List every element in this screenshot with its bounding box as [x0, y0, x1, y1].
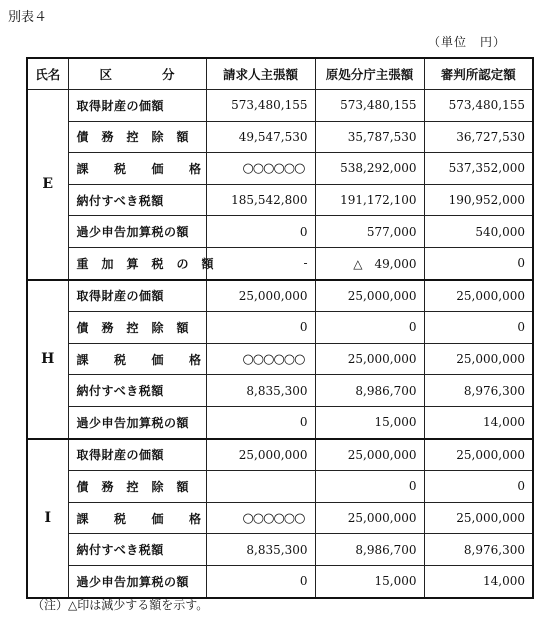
category-cell: 課 税 価 格: [68, 502, 206, 534]
table-row: [27, 153, 533, 185]
tribunal-amount: 0: [424, 312, 533, 344]
claimant-amount: 0: [206, 312, 315, 344]
category-cell: 納付すべき税額: [68, 375, 206, 407]
agency-amount: 577,000: [315, 216, 424, 248]
claimant-amount: -: [206, 247, 315, 279]
category-cell: 過少申告加算税の額: [68, 565, 206, 597]
agency-amount: △ 49,000: [315, 247, 424, 279]
tribunal-amount: 36,727,530: [424, 121, 533, 153]
agency-amount: 15,000: [315, 406, 424, 438]
agency-amount: 538,292,000: [315, 153, 424, 185]
table-row: [27, 565, 533, 597]
tribunal-amount: 25,000,000: [424, 343, 533, 375]
claimant-amount: 8,835,300: [206, 534, 315, 566]
tribunal-amount: 8,976,300: [424, 534, 533, 566]
agency-amount: 191,172,100: [315, 184, 424, 216]
tribunal-amount: 190,952,000: [424, 184, 533, 216]
agency-amount: 25,000,000: [315, 439, 424, 471]
unit-label: （単位 円）: [428, 35, 507, 49]
tribunal-amount: 25,000,000: [424, 502, 533, 534]
claimant-amount: ○○○○○○: [206, 502, 315, 534]
agency-amount: 35,787,530: [315, 121, 424, 153]
table-body: [27, 90, 533, 598]
claimant-amount: [206, 471, 315, 503]
header-agency: 原処分庁主張額: [315, 58, 424, 90]
tribunal-amount: 14,000: [424, 406, 533, 438]
header-tribunal: 審判所認定額: [424, 58, 533, 90]
category-cell: 取得財産の価額: [68, 280, 206, 312]
table-row: [27, 375, 533, 407]
table-row: [27, 90, 533, 122]
category-cell: 取得財産の価額: [68, 439, 206, 471]
tribunal-amount: 0: [424, 247, 533, 279]
tribunal-amount: 25,000,000: [424, 280, 533, 312]
claimant-amount: 573,480,155: [206, 90, 315, 122]
agency-amount: 25,000,000: [315, 343, 424, 375]
header-name: 氏名: [27, 58, 68, 90]
category-cell: 納付すべき税額: [68, 184, 206, 216]
table-row: [27, 534, 533, 566]
category-cell: 過少申告加算税の額: [68, 216, 206, 248]
table-row: [27, 439, 533, 471]
tribunal-amount: 8,976,300: [424, 375, 533, 407]
category-cell: 債 務 控 除 額: [68, 312, 206, 344]
header-category: 区 分: [68, 58, 206, 90]
tribunal-amount: 25,000,000: [424, 439, 533, 471]
tax-amount-table: [26, 57, 534, 599]
agency-amount: 8,986,700: [315, 534, 424, 566]
claimant-amount: ○○○○○○: [206, 153, 315, 185]
claimant-amount: 0: [206, 565, 315, 597]
taxpayer-name: E: [27, 90, 68, 280]
category-cell: 重 加 算 税 の 額: [68, 247, 206, 279]
tribunal-amount: 573,480,155: [424, 90, 533, 122]
agency-amount: 25,000,000: [315, 280, 424, 312]
claimant-amount: 0: [206, 216, 315, 248]
header-row: [27, 58, 533, 90]
category-cell: 納付すべき税額: [68, 534, 206, 566]
claimant-amount: 185,542,800: [206, 184, 315, 216]
table-row: [27, 247, 533, 279]
taxpayer-name: H: [27, 280, 68, 439]
claimant-amount: 25,000,000: [206, 280, 315, 312]
category-cell: 課 税 価 格: [68, 153, 206, 185]
category-cell: 課 税 価 格: [68, 343, 206, 375]
claimant-amount: 0: [206, 406, 315, 438]
header-claimant: 請求人主張額: [206, 58, 315, 90]
table-row: [27, 280, 533, 312]
agency-amount: 15,000: [315, 565, 424, 597]
agency-amount: 573,480,155: [315, 90, 424, 122]
agency-amount: 8,986,700: [315, 375, 424, 407]
taxpayer-name: I: [27, 439, 68, 598]
footnote: （注）△印は減少する額を示す。: [32, 598, 209, 612]
category-cell: 取得財産の価額: [68, 90, 206, 122]
agency-amount: 0: [315, 471, 424, 503]
tribunal-amount: 537,352,000: [424, 153, 533, 185]
tribunal-amount: 540,000: [424, 216, 533, 248]
category-cell: 債 務 控 除 額: [68, 121, 206, 153]
claimant-amount: 49,547,530: [206, 121, 315, 153]
document-label: 別表４: [8, 10, 48, 25]
table-row: [27, 121, 533, 153]
table-row: [27, 406, 533, 438]
agency-amount: 0: [315, 312, 424, 344]
claimant-amount: 8,835,300: [206, 375, 315, 407]
tribunal-amount: 14,000: [424, 565, 533, 597]
table-row: [27, 312, 533, 344]
table-row: [27, 471, 533, 503]
table-row: [27, 184, 533, 216]
claimant-amount: 25,000,000: [206, 439, 315, 471]
category-cell: 過少申告加算税の額: [68, 406, 206, 438]
agency-amount: 25,000,000: [315, 502, 424, 534]
table-row: [27, 216, 533, 248]
table-row: [27, 343, 533, 375]
table-row: [27, 502, 533, 534]
claimant-amount: ○○○○○○: [206, 343, 315, 375]
tribunal-amount: 0: [424, 471, 533, 503]
category-cell: 債 務 控 除 額: [68, 471, 206, 503]
